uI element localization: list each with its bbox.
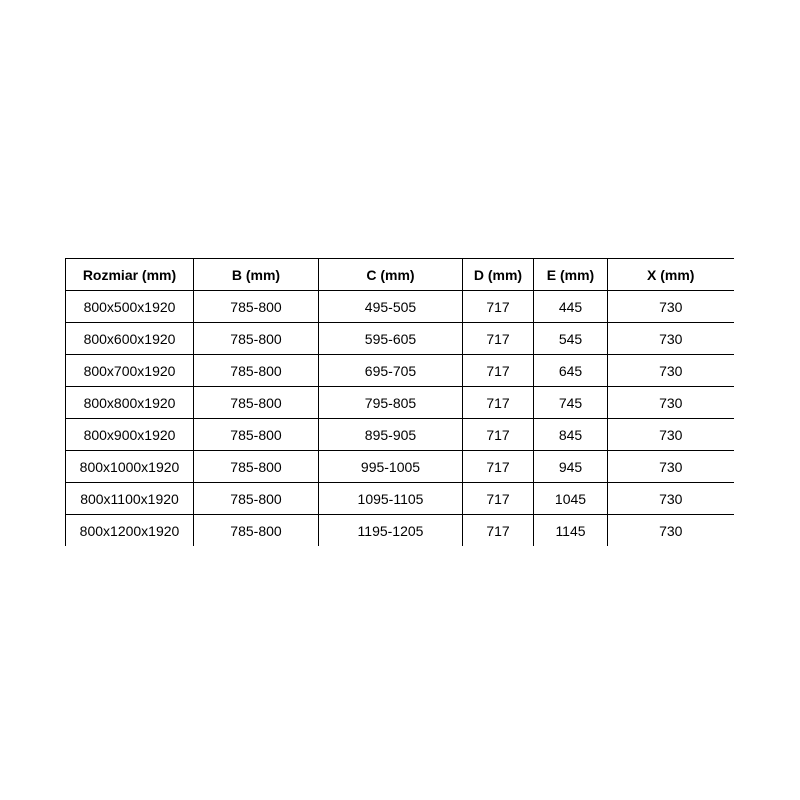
table-cell: 785-800	[194, 355, 319, 387]
table-cell: 1195-1205	[319, 515, 463, 547]
table-cell: 595-605	[319, 323, 463, 355]
table-cell: 785-800	[194, 451, 319, 483]
table-cell: 717	[463, 451, 534, 483]
table-cell: 730	[608, 451, 734, 483]
table-cell: 730	[608, 515, 734, 547]
table-cell: 785-800	[194, 291, 319, 323]
table-cell: 800x600x1920	[66, 323, 194, 355]
header-row	[66, 259, 734, 291]
table-cell: 730	[608, 419, 734, 451]
table-cell: 717	[463, 419, 534, 451]
table-cell: 800x1200x1920	[66, 515, 194, 547]
column-header: C (mm)	[319, 259, 463, 291]
table-cell: 717	[463, 323, 534, 355]
table-cell: 845	[534, 419, 608, 451]
table-cell: 1145	[534, 515, 608, 547]
table-row	[66, 387, 734, 419]
table-cell: 785-800	[194, 387, 319, 419]
column-header: X (mm)	[608, 259, 734, 291]
table-cell: 1045	[534, 483, 608, 515]
table-cell: 730	[608, 355, 734, 387]
table-cell: 545	[534, 323, 608, 355]
table-cell: 795-805	[319, 387, 463, 419]
table-cell: 445	[534, 291, 608, 323]
table-row	[66, 291, 734, 323]
table-cell: 785-800	[194, 419, 319, 451]
column-header: E (mm)	[534, 259, 608, 291]
table-cell: 730	[608, 291, 734, 323]
table-cell: 800x700x1920	[66, 355, 194, 387]
table-cell: 800x900x1920	[66, 419, 194, 451]
table-body	[66, 291, 734, 547]
column-header: D (mm)	[463, 259, 534, 291]
table-cell: 495-505	[319, 291, 463, 323]
table-row	[66, 419, 734, 451]
table-cell: 695-705	[319, 355, 463, 387]
column-header: Rozmiar (mm)	[66, 259, 194, 291]
table-cell: 785-800	[194, 515, 319, 547]
table-cell: 785-800	[194, 323, 319, 355]
column-header: B (mm)	[194, 259, 319, 291]
table-row	[66, 355, 734, 387]
table-cell: 717	[463, 387, 534, 419]
table-cell: 717	[463, 291, 534, 323]
table-cell: 717	[463, 355, 534, 387]
table-cell: 995-1005	[319, 451, 463, 483]
table-row	[66, 483, 734, 515]
table-cell: 800x500x1920	[66, 291, 194, 323]
table-cell: 800x800x1920	[66, 387, 194, 419]
table-cell: 745	[534, 387, 608, 419]
table-cell: 785-800	[194, 483, 319, 515]
table-row	[66, 451, 734, 483]
table-cell: 645	[534, 355, 608, 387]
table-cell: 1095-1105	[319, 483, 463, 515]
table-row	[66, 515, 734, 547]
table-cell: 730	[608, 323, 734, 355]
table-cell: 895-905	[319, 419, 463, 451]
table-cell: 730	[608, 387, 734, 419]
table-cell: 800x1000x1920	[66, 451, 194, 483]
table-cell: 800x1100x1920	[66, 483, 194, 515]
table-cell: 717	[463, 515, 534, 547]
table-cell: 730	[608, 483, 734, 515]
table-cell: 717	[463, 483, 534, 515]
dimensions-spec-table	[65, 258, 734, 546]
table-cell: 945	[534, 451, 608, 483]
table-row	[66, 323, 734, 355]
